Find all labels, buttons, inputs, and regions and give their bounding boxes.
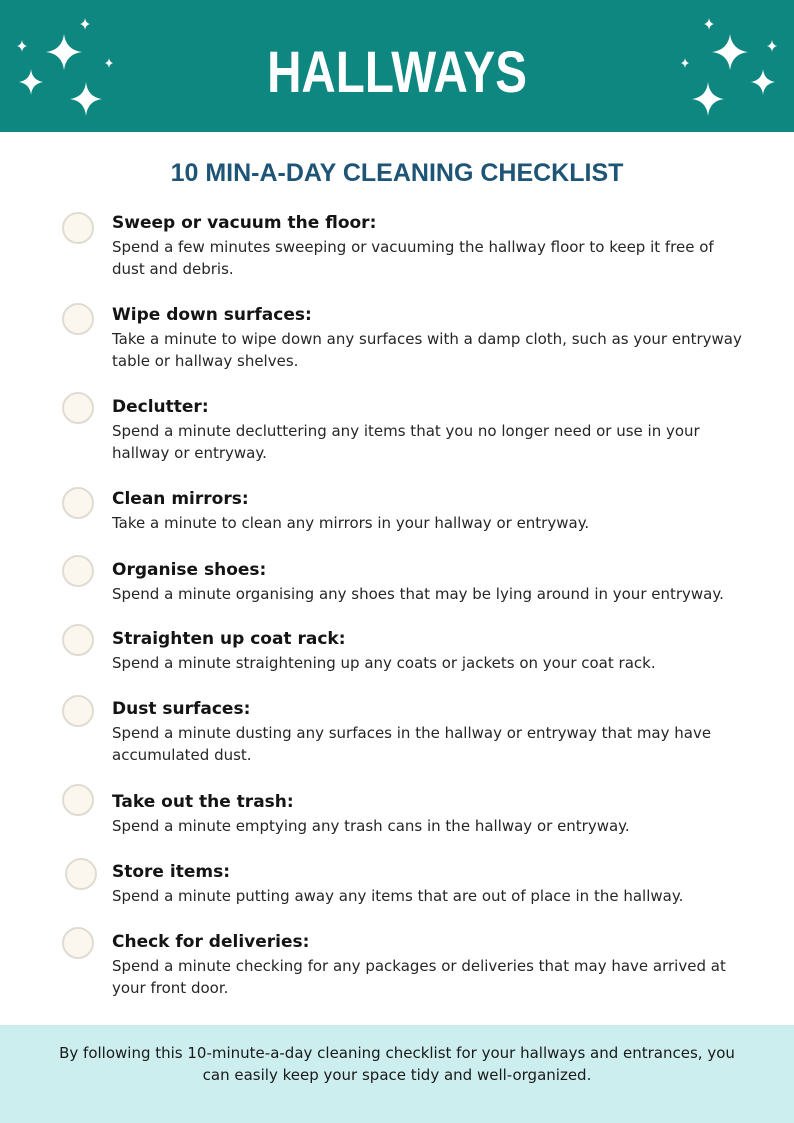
checkbox[interactable] [62, 555, 94, 587]
checklist-item-title: Wipe down surfaces: [112, 305, 312, 325]
checklist-item-description: Spend a minute checking for any packages or deliveries that may have arrived at your front door. [112, 957, 726, 997]
checklist-subtitle: 10 MIN-A-DAY CLEANING CHECKLIST [170, 159, 624, 187]
checkbox[interactable] [62, 927, 94, 959]
checklist-item-description: Spend a minute decluttering any items that you no longer need or use in your hallway or entryway. [112, 422, 700, 462]
checklist-item-description: Spend a few minutes sweeping or vacuuming the hallway floor to keep it free of dust and debris. [112, 238, 714, 278]
checklist-item-title: Check for deliveries: [112, 932, 310, 952]
checklist-item-description: Take a minute to clean any mirrors in your hallway or entryway. [112, 514, 590, 532]
checkbox[interactable] [62, 212, 94, 244]
checkbox[interactable] [62, 303, 94, 335]
checklist-item-title: Straighten up coat rack: [112, 629, 346, 649]
checklist-item-description: Spend a minute dusting any surfaces in the hallway or entryway that may have accumulated dust. [112, 724, 712, 764]
checkbox[interactable] [65, 858, 97, 890]
footer-banner [0, 1025, 794, 1123]
checkbox[interactable] [62, 695, 94, 727]
checklist-item-title: Store items: [112, 862, 230, 882]
checklist-item-description: Spend a minute emptying any trash cans in the hallway or entryway. [112, 817, 630, 835]
sparkle-icon [654, 0, 794, 132]
checklist-item-title: Sweep or vacuum the floor: [112, 213, 377, 233]
checklist-item-description: Spend a minute organising any shoes that may be lying around in your entryway. [112, 585, 724, 603]
checklist-item-title: Take out the trash: [112, 792, 294, 812]
checkbox[interactable] [62, 624, 94, 656]
checkbox[interactable] [62, 487, 94, 519]
checklist-item-title: Dust surfaces: [112, 699, 251, 719]
checkbox[interactable] [62, 784, 94, 816]
checklist-item-description: Take a minute to wipe down any surfaces with a damp cloth, such as your entryway table or hallway shelves. [112, 330, 742, 370]
checklist-item-description: Spend a minute straightening up any coats or jackets on your coat rack. [112, 654, 656, 672]
checkbox[interactable] [62, 392, 94, 424]
checklist-item-title: Declutter: [112, 397, 209, 417]
header-banner [0, 0, 794, 132]
checklist-item-title: Clean mirrors: [112, 489, 249, 509]
page-title: HALLWAYS [267, 40, 527, 105]
footer-note: By following this 10-minute-a-day cleaning checklist for your hallways and entrances, you can easily keep your space tidy and well-organized. [59, 1044, 735, 1084]
checklist-item-title: Organise shoes: [112, 560, 267, 580]
checklist-item-description: Spend a minute putting away any items that are out of place in the hallway. [112, 887, 684, 905]
